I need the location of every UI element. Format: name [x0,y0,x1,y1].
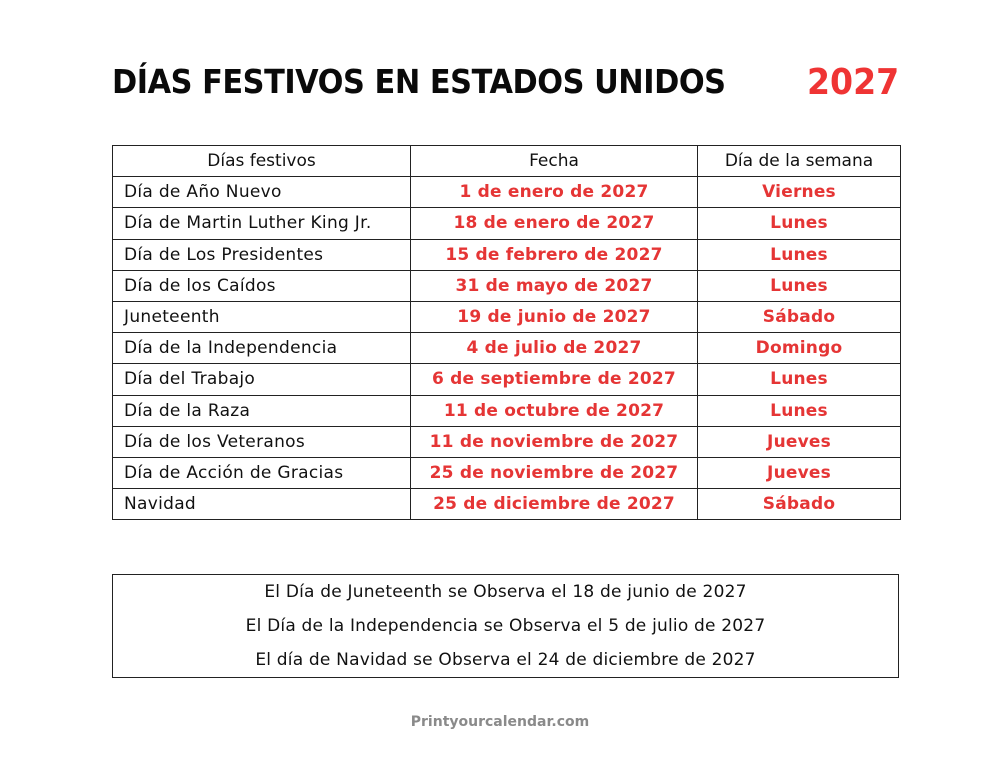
holiday-date: 6 de septiembre de 2027 [411,364,698,395]
table-row [113,395,901,426]
table-row [113,364,901,395]
holiday-weekday: Jueves [698,426,901,457]
holiday-name: Día de Año Nuevo [113,177,411,208]
holiday-date: 19 de junio de 2027 [411,301,698,332]
column-header-weekday: Día de la semana [698,146,901,177]
page-title: DÍAS FESTIVOS EN ESTADOS UNIDOS [112,62,726,101]
observed-notes-box [112,574,899,678]
holiday-name: Navidad [113,489,411,520]
holiday-date: 11 de octubre de 2027 [411,395,698,426]
observed-note: El Día de Juneteenth se Observa el 18 de junio de 2027 [264,582,747,602]
holiday-name: Día de los Veteranos [113,426,411,457]
holiday-date: 11 de noviembre de 2027 [411,426,698,457]
holiday-name: Día de la Raza [113,395,411,426]
observed-note: El Día de la Independencia se Observa el 5 de julio de 2027 [245,616,766,636]
holidays-table [112,145,901,520]
column-header-date: Fecha [411,146,698,177]
holiday-name: Día del Trabajo [113,364,411,395]
column-header-holiday: Días festivos [113,146,411,177]
holiday-date: 18 de enero de 2027 [411,208,698,239]
holiday-weekday: Lunes [698,270,901,301]
holiday-date: 15 de febrero de 2027 [411,239,698,270]
table-row [113,208,901,239]
holiday-date: 4 de julio de 2027 [411,333,698,364]
table-row [113,177,901,208]
holiday-date: 1 de enero de 2027 [411,177,698,208]
observed-note: El día de Navidad se Observa el 24 de diciembre de 2027 [255,650,756,670]
holiday-name: Día de Martin Luther King Jr. [113,208,411,239]
holiday-name: Día de la Independencia [113,333,411,364]
footer-credit: Printyourcalendar.com [410,714,590,730]
holiday-date: 31 de mayo de 2027 [411,270,698,301]
table-header-row [113,146,901,177]
table-row [113,489,901,520]
holiday-weekday: Lunes [698,364,901,395]
holiday-weekday: Sábado [698,489,901,520]
holiday-name: Día de Los Presidentes [113,239,411,270]
holiday-date: 25 de noviembre de 2027 [411,457,698,488]
table-row [113,457,901,488]
holiday-weekday: Sábado [698,301,901,332]
table-row [113,270,901,301]
holiday-name: Día de los Caídos [113,270,411,301]
holiday-weekday: Domingo [698,333,901,364]
holiday-weekday: Jueves [698,457,901,488]
holiday-date: 25 de diciembre de 2027 [411,489,698,520]
holiday-weekday: Viernes [698,177,901,208]
holiday-weekday: Lunes [698,239,901,270]
table-row [113,333,901,364]
table-row [113,239,901,270]
holiday-name: Juneteenth [113,301,411,332]
table-row [113,301,901,332]
holiday-weekday: Lunes [698,208,901,239]
holiday-weekday: Lunes [698,395,901,426]
year-label: 2027 [806,62,899,103]
table-row [113,426,901,457]
holiday-name: Día de Acción de Gracias [113,457,411,488]
